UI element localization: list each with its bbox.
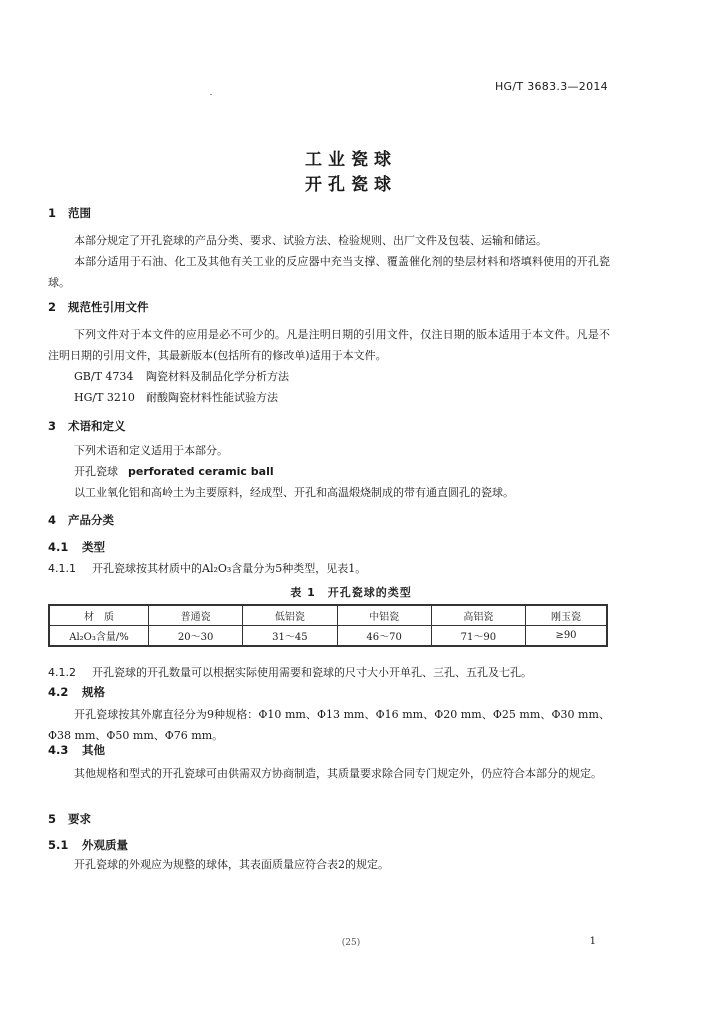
clause-number: 4.1.1 — [48, 562, 76, 575]
section-number: 5 — [48, 812, 57, 826]
page-number: 1 — [589, 936, 596, 947]
subsection-title: 外观质量 — [82, 838, 128, 852]
table-header-row — [49, 605, 607, 626]
other-paragraph: 其他规格和型式的开孔瓷球可由供需双方协商制造，其质量要求除合同专门规定外，仍应符合本部分的规定。 — [74, 767, 602, 780]
table-cell: 刚玉瓷 — [526, 605, 608, 626]
subsection-number: 4.2 — [48, 685, 69, 699]
clause-text: 开孔瓷球按其材质中的Al₂O₃含量分为5种类型，见表1。 — [92, 562, 367, 575]
subsection-title: 类型 — [82, 540, 105, 554]
subsection-heading-4-1 — [48, 539, 105, 555]
section-title: 术语和定义 — [68, 419, 126, 433]
term-chinese: 开孔瓷球 — [74, 465, 118, 478]
subsection-number: 4.3 — [48, 743, 69, 757]
table-cell: 46～70 — [337, 626, 431, 647]
section-number: 3 — [48, 419, 57, 433]
table-cell: 中铝瓷 — [337, 605, 431, 626]
table-cell: 20～30 — [149, 626, 243, 647]
section-number: 4 — [48, 513, 57, 527]
section-heading-1 — [48, 205, 91, 221]
section-title: 范围 — [68, 206, 91, 220]
section-title: 产品分类 — [68, 513, 114, 527]
standard-code: HG/T 3683.3—2014 — [494, 80, 608, 93]
section-heading-4 — [48, 512, 114, 528]
types-table — [48, 604, 608, 647]
clause-text: 开孔瓷球的开孔数量可以根据实际使用需要和瓷球的尺寸大小开单孔、三孔、五孔及七孔。 — [92, 666, 532, 679]
section-heading-3 — [48, 418, 126, 434]
normative-reference — [74, 368, 289, 384]
subsection-number: 5.1 — [48, 838, 69, 852]
table-cell: 71～90 — [431, 626, 525, 647]
reference-title: 陶瓷材料及制品化学分析方法 — [146, 370, 289, 383]
reference-code: HG/T 3210 — [74, 391, 135, 404]
table-cell: 31～45 — [243, 626, 337, 647]
normative-paragraph: 下列文件对于本文件的应用是必不可少的。凡是注明日期的引用文件，仅注日期的版本适用于本文件。凡是不注明日期的引用文件，其最新版本(包括所有的修改单)适用于本文件。 — [48, 328, 610, 362]
term-entry — [74, 463, 274, 479]
subsection-number: 4.1 — [48, 540, 69, 554]
clause-number: 4.1.2 — [48, 666, 76, 679]
terms-intro: 下列术语和定义适用于本部分。 — [74, 444, 228, 457]
section-number: 2 — [48, 300, 57, 314]
term-definition: 以工业氧化铝和高岭土为主要原料，经成型、开孔和高温煅烧制成的带有通直圆孔的瓷球。 — [74, 486, 514, 499]
section-title: 要求 — [68, 812, 91, 826]
table-cell: Al₂O₃含量/% — [49, 626, 149, 647]
table-caption: 表 1 开孔瓷球的类型 — [290, 586, 412, 599]
table-row — [49, 626, 607, 647]
table-cell: 材 质 — [49, 605, 149, 626]
subsection-heading-4-2 — [48, 684, 105, 700]
scan-speck — [210, 94, 212, 95]
clause-4-1-1 — [48, 560, 366, 576]
normative-reference — [74, 389, 278, 405]
spec-paragraph: 开孔瓷球按其外廓直径分为9种规格：Φ10 mm、Φ13 mm、Φ16 mm、Φ20 mm、Φ25 mm、Φ30 mm、Φ38 mm、Φ50 mm、Φ76 mm。 — [48, 708, 610, 742]
document-title-line2: 开孔瓷球 — [305, 175, 397, 195]
subsection-heading-5-1 — [48, 837, 128, 853]
document-title-line1: 工业瓷球 — [305, 150, 397, 170]
section-title: 规范性引用文件 — [68, 300, 149, 314]
scope-paragraph-2: 本部分适用于石油、化工及其他有关工业的反应器中充当支撑、覆盖催化剂的垫层材料和塔填料使用的开孔瓷球。 — [48, 255, 610, 289]
subsection-title: 规格 — [82, 685, 105, 699]
section-heading-5 — [48, 811, 91, 827]
subsection-title: 其他 — [82, 743, 105, 757]
scope-paragraph-1: 本部分规定了开孔瓷球的产品分类、要求、试验方法、检验规则、出厂文件及包装、运输和储运。 — [74, 234, 547, 247]
table-cell: ≥90 — [526, 626, 608, 647]
reference-title: 耐酸陶瓷材料性能试验方法 — [146, 391, 278, 404]
section-heading-2 — [48, 299, 149, 315]
subsection-heading-4-3 — [48, 742, 105, 758]
appearance-paragraph: 开孔瓷球的外观应为规整的球体，其表面质量应符合表2的规定。 — [74, 858, 389, 871]
reference-code: GB/T 4734 — [74, 370, 134, 383]
clause-4-1-2 — [48, 664, 532, 680]
table-cell: 高铝瓷 — [431, 605, 525, 626]
term-english: perforated ceramic ball — [128, 465, 274, 478]
footer-serial: (25) — [341, 938, 361, 948]
table-cell: 普通瓷 — [149, 605, 243, 626]
section-number: 1 — [48, 206, 57, 220]
table-cell: 低铝瓷 — [243, 605, 337, 626]
